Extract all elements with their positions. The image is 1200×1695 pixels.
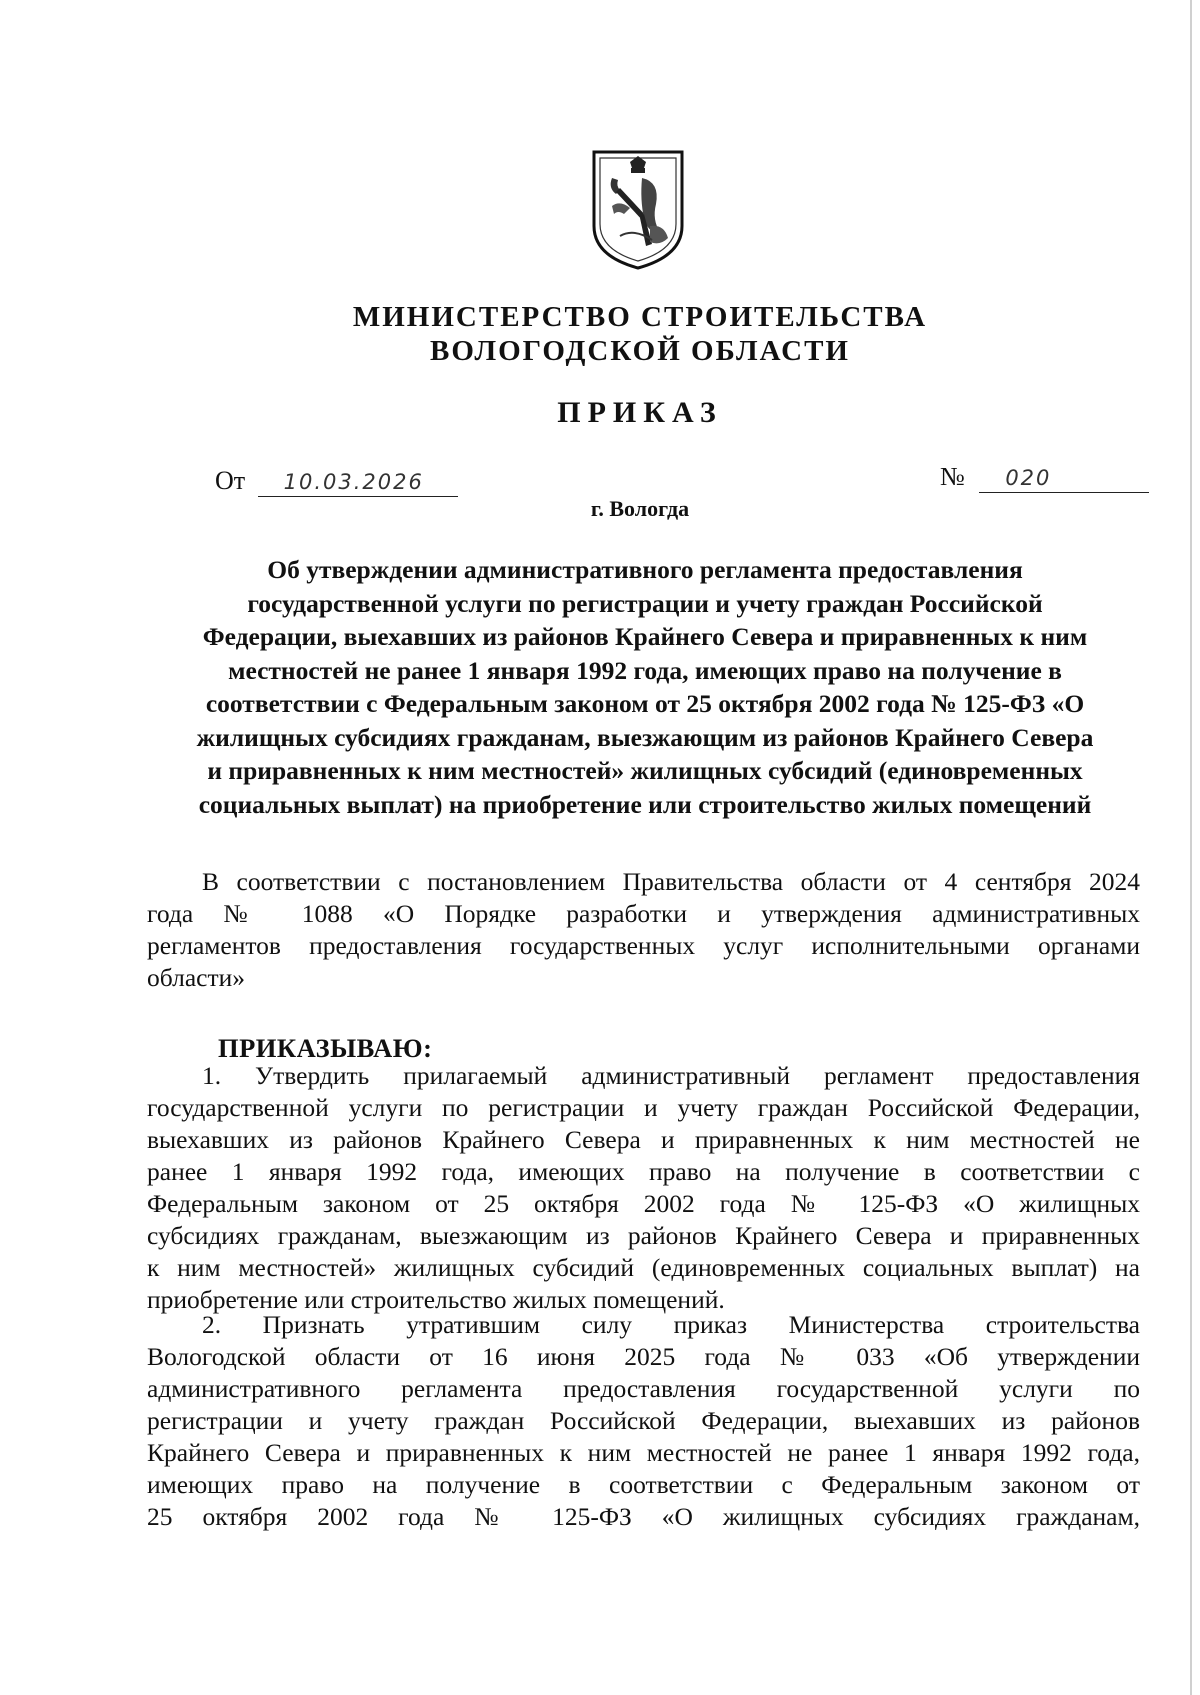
- date-row: [215, 466, 458, 497]
- item-line: субсидиях гражданам, выезжающим из районов Крайнего Севера и приравненных: [147, 1221, 1140, 1250]
- document-type: ПРИКАЗ: [557, 396, 723, 429]
- title-line: Об утверждении административного регламента предоставления: [267, 555, 1023, 584]
- directive-heading: ПРИКАЗЫВАЮ:: [218, 1033, 433, 1063]
- number-field: [979, 462, 1149, 493]
- item-line: к ним местностей» жилищных субсидий (единовременных социальных выплат) на: [147, 1253, 1140, 1282]
- preamble-line: области»: [147, 963, 245, 992]
- title-line: местностей не ранее 1 января 1992 года, имеющих право на получение в: [228, 655, 1062, 685]
- date-value: 10.03.2026: [283, 470, 424, 494]
- preamble-line: регламентов предоставления государственных услуг исполнительными органами: [147, 931, 1140, 960]
- preamble-line: В соответствии с постановлением Правительства области от 4 сентября 2024: [202, 867, 1140, 896]
- document-title: [150, 553, 1140, 821]
- item-line: государственной услуги по регистрации и учету граждан Российской Федерации,: [147, 1093, 1140, 1122]
- item-line: 25 октября 2002 года № 125-ФЗ «О жилищных субсидиях гражданам,: [147, 1502, 1140, 1531]
- item-line: Крайнего Севера и приравненных к ним местностей не ранее 1 января 1992 года,: [147, 1438, 1140, 1467]
- item-line: ранее 1 января 1992 года, имеющих право на получение в соответствии с: [147, 1157, 1140, 1186]
- item-line: приобретение или строительство жилых помещений.: [147, 1285, 725, 1314]
- item-line: выехавших из районов Крайнего Севера и приравненных к ним местностей не: [147, 1125, 1140, 1154]
- title-line: жилищных субсидиях гражданам, выезжающим из районов Крайнего Севера: [196, 722, 1094, 752]
- item-line: административного регламента предоставления государственной услуги по: [147, 1374, 1140, 1403]
- title-line: Федерации, выехавших из районов Крайнего Севера и приравненных к ним: [202, 622, 1088, 651]
- order-item-2: [147, 1309, 1140, 1533]
- scan-edge: [1190, 0, 1192, 1695]
- item-line: Федеральным законом от 25 октября 2002 года № 125-ФЗ «О жилищных: [147, 1189, 1140, 1218]
- city: г. Вологда: [590, 496, 690, 521]
- item-line: 1. Утвердить прилагаемый административный регламент предоставления: [202, 1061, 1140, 1090]
- date-label: От: [215, 466, 246, 495]
- item-line: имеющих право на получение в соответствии с Федеральным законом от: [147, 1470, 1140, 1499]
- ministry-name-line2: ВОЛОГОДСКОЙ ОБЛАСТИ: [430, 335, 850, 367]
- title-line: соответствии с Федеральным законом от 25 октября 2002 года № 125-ФЗ «О: [205, 689, 1085, 718]
- number-value: 020: [1005, 466, 1052, 490]
- number-row: [940, 462, 1149, 493]
- title-line: и приравненных к ним местностей» жилищных субсидий (единовременных: [207, 756, 1083, 785]
- date-field: [258, 466, 458, 497]
- number-label: №: [940, 462, 965, 491]
- ministry-name-line1: МИНИСТЕРСТВО СТРОИТЕЛЬСТВА: [352, 301, 928, 333]
- title-line: социальных выплат) на приобретение или строительство жилых помещений: [198, 789, 1092, 819]
- preamble: [147, 866, 1140, 994]
- item-line: Вологодской области от 16 июня 2025 года № 033 «Об утверждении: [147, 1342, 1140, 1371]
- title-line: государственной услуги по регистрации и учету граждан Российской: [247, 588, 1043, 618]
- coat-of-arms-icon: [590, 148, 686, 272]
- item-line: регистрации и учету граждан Российской Федерации, выехавших из районов: [147, 1406, 1140, 1435]
- preamble-line: года № 1088 «О Порядке разработки и утверждения административных: [147, 899, 1140, 928]
- item-line: 2. Признать утратившим силу приказ Министерства строительства: [202, 1310, 1140, 1339]
- order-item-1: [147, 1060, 1140, 1316]
